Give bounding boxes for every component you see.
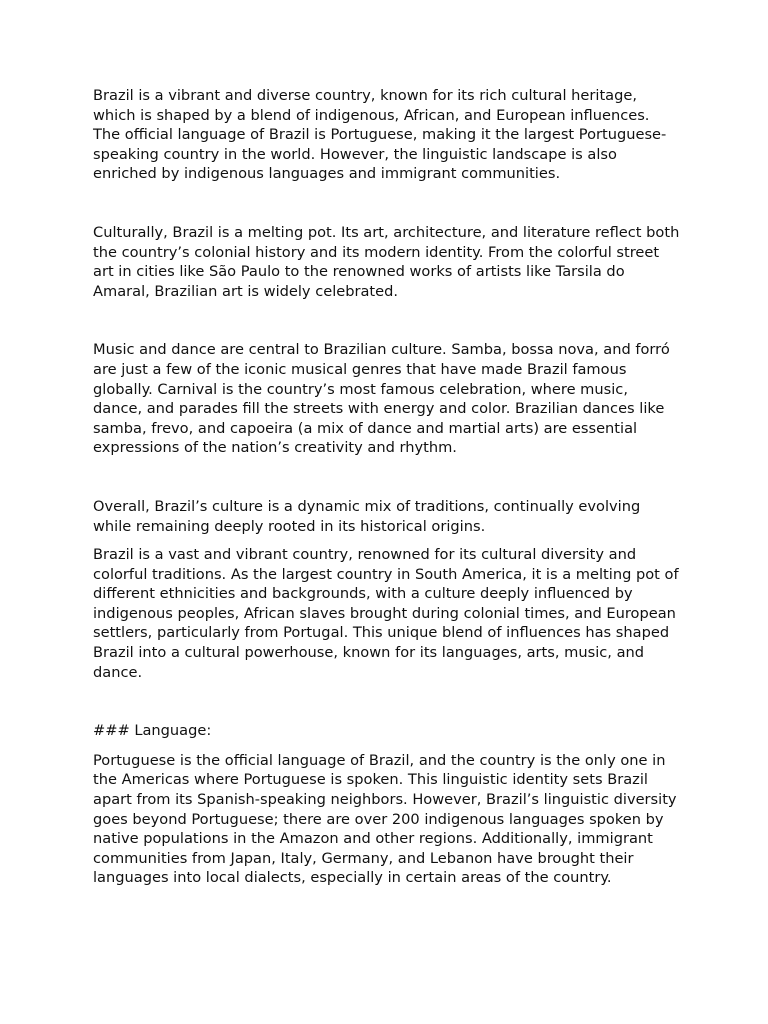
paragraph-overall: Overall, Brazil’s culture is a dynamic mix of traditions, continually evolving while remaining deeply rooted in its historical origins. [93, 497, 641, 535]
paragraph-music-dance: Music and dance are central to Brazilian culture. Samba, bossa nova, and forró are just a few of the iconic musical genres that have made Brazil famous globally. Carnival is the country’s most famous celebration, where music, dance, and parades fill the streets with energy and color. Brazilian dances like samba, frevo, and capoeira (a mix of dance and martial arts) are essential expressions of the nation’s creativity and rhythm. [93, 341, 670, 457]
paragraph-overview: Brazil is a vast and vibrant country, renowned for its cultural diversity and colorful traditions. As the largest country in South America, it is a melting pot of different ethnicities and backgrounds, with a culture deeply influenced by indigenous peoples, African slaves brought during colonial times, and European settlers, particularly from Portugal. This unique blend of influences has shaped Brazil into a cultural powerhouse, known for its languages, arts, music, and dance. [93, 546, 679, 681]
paragraph-culture: Culturally, Brazil is a melting pot. Its art, architecture, and literature reflect both the country’s colonial history and its modern identity. From the colorful street art in cities like São Paulo to the renowned works of artists like Tarsila do Amaral, Brazilian art is widely celebrated. [93, 223, 680, 300]
paragraph-language: Portuguese is the official language of Brazil, and the country is the only one in the Americas where Portuguese is spoken. This linguistic identity sets Brazil apart from its Spanish-speaking neighbors. However, Brazil’s linguistic diversity goes beyond Portuguese; there are over 200 indigenous languages spoken by native populations in the Amazon and other regions. Additionally, immigrant communities from Japan, Italy, Germany, and Lebanon have brought their languages into local dialects, especially in certain areas of the country. [93, 751, 677, 887]
section-heading-language: ### Language: [93, 722, 212, 740]
paragraph-intro: Brazil is a vibrant and diverse country, known for its rich cultural heritage, which is shaped by a blend of indigenous, African, and European influences. The official language of Brazil is Portuguese, making it the largest Portuguese-speaking country in the world. However, the linguistic landscape is also enriched by indigenous languages and immigrant communities. [93, 87, 667, 183]
document-body [93, 86, 681, 888]
